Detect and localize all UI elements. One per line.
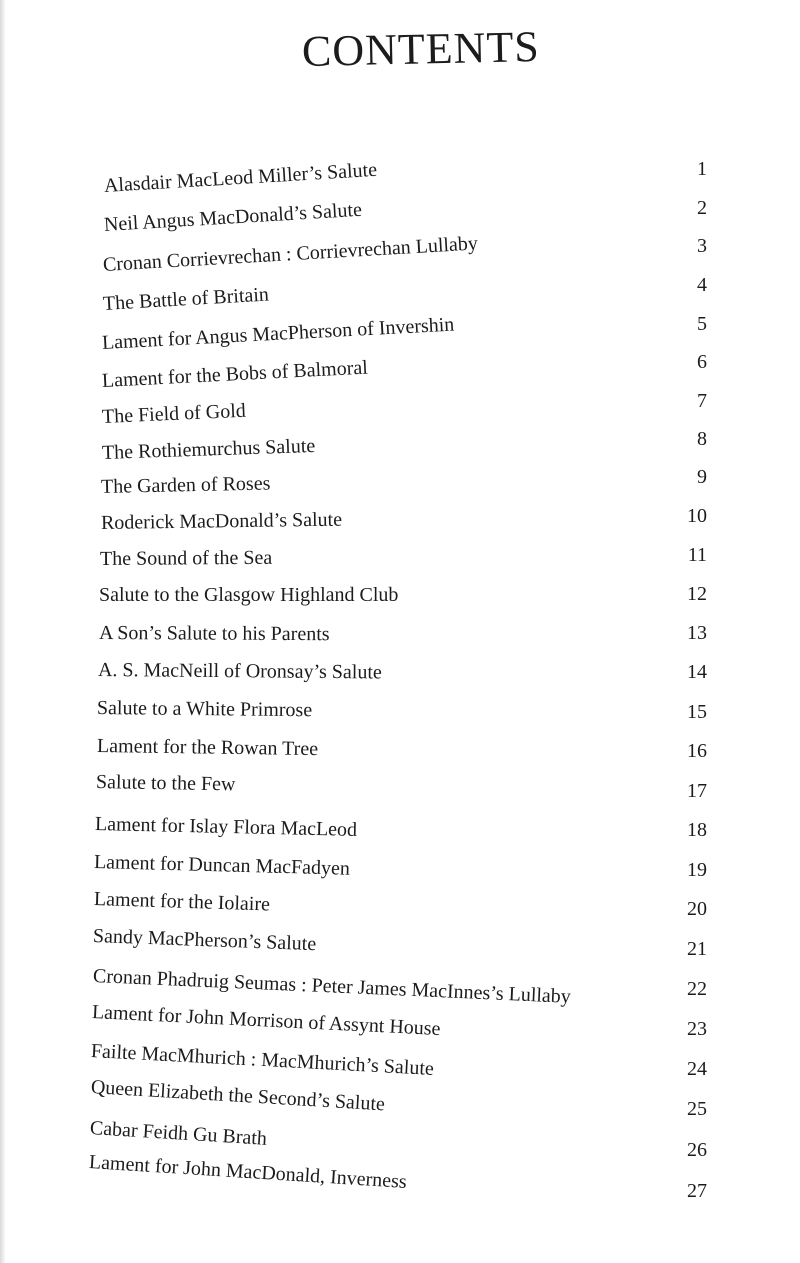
toc-entry-title: Lament for the Rowan Tree <box>96 735 319 761</box>
toc-entry-page: 15 <box>687 701 707 723</box>
toc-entry-title: Failte MacMhurich : MacMhurich’s Salute <box>90 1040 435 1080</box>
toc-entry-title: The Rothiemurchus Salute <box>101 434 316 464</box>
toc-entry-page: 24 <box>687 1058 707 1080</box>
toc-entry-page: 3 <box>697 235 707 257</box>
toc-entry-title: Lament for John MacDonald, Inverness <box>88 1151 408 1193</box>
toc-entry-page: 20 <box>687 898 707 920</box>
toc-entry-title: A Son’s Salute to his Parents <box>98 622 330 646</box>
toc-entry-title: Salute to the Glasgow Highland Club <box>99 584 399 606</box>
toc-entry-page: 11 <box>687 544 707 566</box>
toc-entry-title: Lament for Duncan MacFadyen <box>93 851 351 880</box>
toc-entry-title: Salute to the Few <box>95 771 236 796</box>
toc-entry-page: 14 <box>687 661 707 683</box>
toc-entry-title: Lament for the Bobs of Balmoral <box>101 356 369 392</box>
toc-entry-page: 13 <box>687 622 707 644</box>
toc-entry-title: Salute to a White Primrose <box>96 697 313 722</box>
toc-entry-title: Alasdair MacLeod Miller’s Salute <box>103 158 378 197</box>
toc-entry-title: Neil Angus MacDonald’s Salute <box>103 198 363 236</box>
toc-entry-page: 2 <box>697 197 707 219</box>
toc-entry-title: The Sound of the Sea <box>99 546 273 570</box>
page-title: CONTENTS <box>301 22 541 76</box>
toc-entry-title: Lament for the Iolaire <box>93 888 271 916</box>
toc-entry-page: 4 <box>697 274 707 296</box>
toc-entry-title: The Battle of Britain <box>102 283 270 315</box>
toc-entry-title: Queen Elizabeth the Second’s Salute <box>90 1076 386 1116</box>
toc-entry-title: Cronan Corrievrechan : Corrievrechan Lullaby <box>102 232 479 276</box>
toc-entry-page: 22 <box>687 978 707 1000</box>
toc-entry-title: Roderick MacDonald’s Salute <box>100 508 343 534</box>
toc-entry-title: Cabar Feidh Gu Brath <box>89 1117 268 1150</box>
toc-entry-page: 23 <box>687 1018 707 1040</box>
toc-entry-title: A. S. MacNeill of Oronsay’s Salute <box>97 659 382 684</box>
toc-entry-title: Lament for John Morrison of Assynt House <box>91 1001 441 1041</box>
toc-entry-title: Lament for Islay Flora MacLeod <box>94 813 358 841</box>
toc-entry-page: 8 <box>697 428 707 450</box>
toc-entry-page: 18 <box>687 819 707 841</box>
toc-entry-page: 21 <box>687 938 707 960</box>
toc-entry-page: 17 <box>687 780 707 802</box>
toc-entry-page: 25 <box>687 1098 707 1120</box>
toc-entry-page: 7 <box>697 390 707 412</box>
toc-entry-title: Cronan Phadruig Seumas : Peter James MacInnes’s Lullaby <box>92 965 572 1008</box>
toc-entry-page: 19 <box>687 859 707 881</box>
toc-entry-page: 10 <box>687 505 707 527</box>
toc-entry-page: 9 <box>697 466 707 488</box>
toc-entry-page: 12 <box>687 583 707 605</box>
toc-entry-page: 6 <box>697 351 707 373</box>
toc-entry-page: 5 <box>697 313 707 335</box>
toc-entry-title: Lament for Angus MacPherson of Invershin <box>101 313 455 354</box>
page-edge-shadow <box>0 0 6 1263</box>
toc-entry-page: 27 <box>687 1180 707 1202</box>
toc-entry-title: Sandy MacPherson’s Salute <box>92 925 317 956</box>
toc-entry-page: 1 <box>697 158 707 180</box>
toc-entry-title: The Field of Gold <box>101 399 247 428</box>
toc-entry-page: 16 <box>687 740 707 762</box>
toc-entry-title: The Garden of Roses <box>100 472 271 498</box>
toc-entry-page: 26 <box>687 1139 707 1161</box>
